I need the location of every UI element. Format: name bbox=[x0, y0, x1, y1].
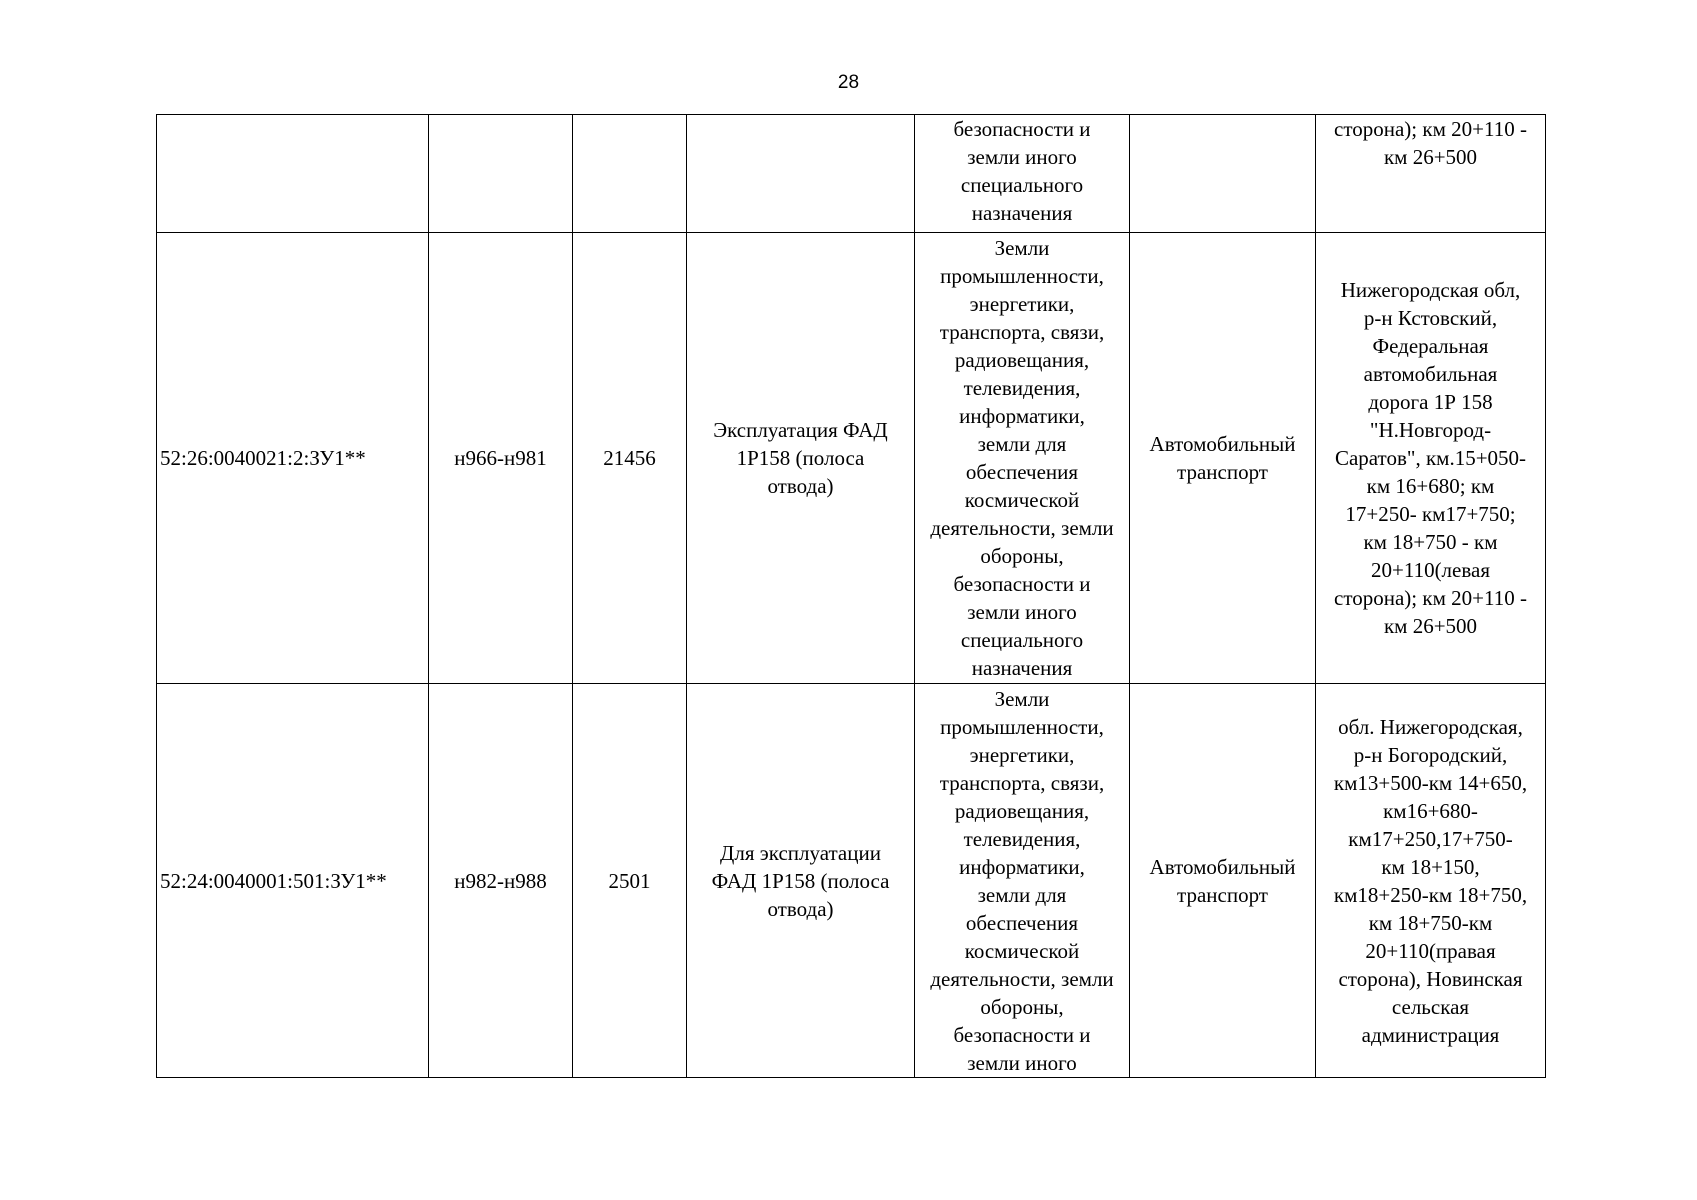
zone-cell: Автомобильный транспорт bbox=[1130, 684, 1316, 1078]
table-row bbox=[157, 684, 1546, 1078]
permitted-use-cell: Для эксплуатации ФАД 1Р158 (полоса отвода) bbox=[687, 684, 915, 1078]
boundary-points-cell: н982-н988 bbox=[429, 684, 573, 1078]
land-category-cell: Земли промышленности, энергетики, транспорта, связи, радиовещания, телевидения, информатики, земли для обеспечения космической деятельности, земли обороны, безопасности и земли иного bbox=[915, 684, 1130, 1078]
boundary-points-cell bbox=[429, 115, 573, 233]
cadastral-number-cell: 52:24:0040001:501:ЗУ1** bbox=[157, 684, 429, 1078]
area-cell: 2501 bbox=[573, 684, 687, 1078]
area-cell bbox=[573, 115, 687, 233]
permitted-use-cell bbox=[687, 115, 915, 233]
zone-cell: Автомобильный транспорт bbox=[1130, 233, 1316, 684]
cadastral-number-cell: 52:26:0040021:2:ЗУ1** bbox=[157, 233, 429, 684]
cadastral-number-cell bbox=[157, 115, 429, 233]
permitted-use-cell: Эксплуатация ФАД 1Р158 (полоса отвода) bbox=[687, 233, 915, 684]
location-cell: сторона); км 20+110 - км 26+500 bbox=[1316, 115, 1546, 233]
location-cell: Нижегородская обл, р-н Кстовский, Федеральная автомобильная дорога 1Р 158 "Н.Новгород- Саратов", км.15+050- км 16+680; км 17+250- км17+750; км 18+750 - км 20+110(левая сторона); км 20+110 - км 26+500 bbox=[1316, 233, 1546, 684]
area-cell: 21456 bbox=[573, 233, 687, 684]
location-cell: обл. Нижегородская, р-н Богородский, км13+500-км 14+650, км16+680- км17+250,17+750- км 18+150, км18+250-км 18+750, км 18+750-км 20+110(правая сторона), Новинская сельская администрация bbox=[1316, 684, 1546, 1078]
land-category-cell: Земли промышленности, энергетики, транспорта, связи, радиовещания, телевидения, информатики, земли для обеспечения космической деятельности, земли обороны, безопасности и земли иного специального назначения bbox=[915, 233, 1130, 684]
page-number: 28 bbox=[837, 72, 860, 93]
zone-cell bbox=[1130, 115, 1316, 233]
boundary-points-cell: н966-н981 bbox=[429, 233, 573, 684]
table-row bbox=[157, 115, 1546, 233]
table-row bbox=[157, 233, 1546, 684]
land-plots-table bbox=[156, 114, 1546, 1078]
land-category-cell: безопасности и земли иного специального назначения bbox=[915, 115, 1130, 233]
